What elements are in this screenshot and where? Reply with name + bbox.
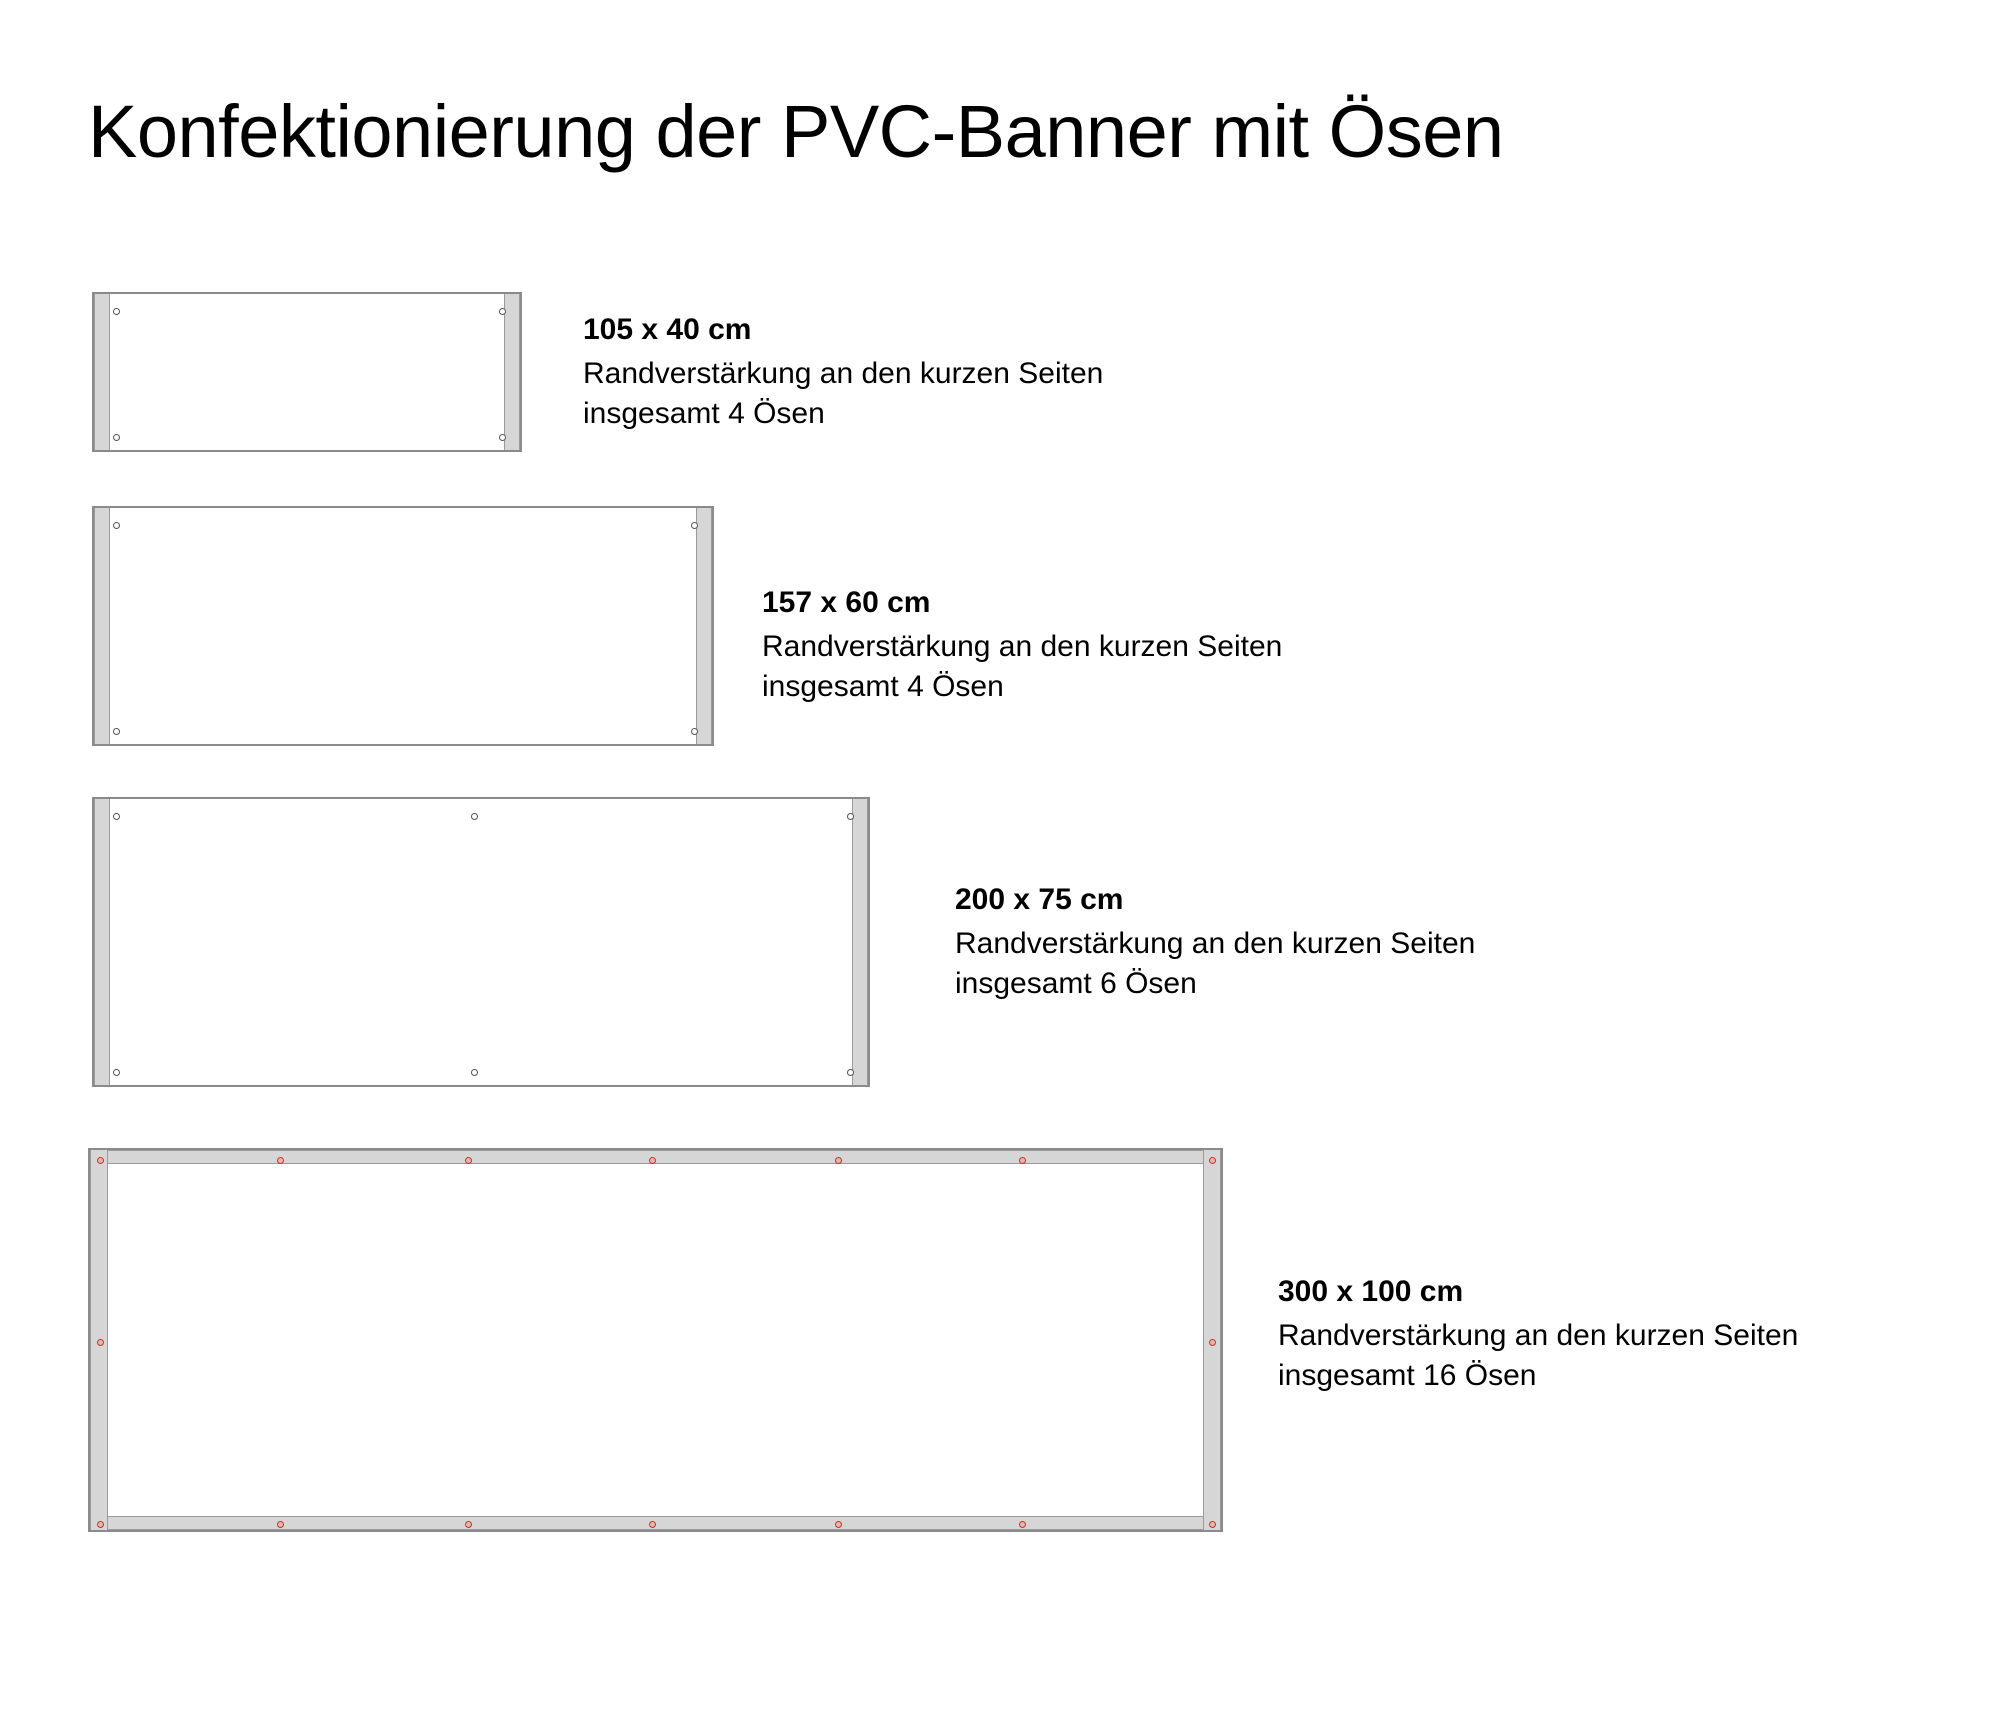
- eyelet: [691, 728, 698, 735]
- reinforcement-strip-left: [94, 508, 110, 744]
- hem-strip-bottom: [90, 1516, 1221, 1530]
- reinforcement-strip-right: [696, 508, 712, 744]
- eyelet: [835, 1157, 842, 1164]
- banner-eyelet-text: insgesamt 16 Ösen: [1278, 1358, 1537, 1392]
- eyelet: [847, 1069, 854, 1076]
- eyelet: [1209, 1339, 1216, 1346]
- eyelet: [649, 1521, 656, 1528]
- eyelet: [97, 1521, 104, 1528]
- banner-diagram-105x40: [92, 292, 522, 452]
- eyelet: [113, 522, 120, 529]
- banner-eyelet-text: insgesamt 6 Ösen: [955, 966, 1197, 1000]
- reinforcement-strip-right: [504, 294, 520, 450]
- banner-reinforcement-text: Randverstärkung an den kurzen Seiten: [1278, 1318, 1799, 1352]
- banner-diagram-157x60: [92, 506, 714, 746]
- eyelet: [465, 1521, 472, 1528]
- eyelet: [649, 1157, 656, 1164]
- eyelet: [465, 1157, 472, 1164]
- banner-size-label: 200 x 75 cm: [955, 883, 1124, 916]
- banner-diagram-200x75: [92, 797, 870, 1087]
- eyelet: [471, 813, 478, 820]
- eyelet: [691, 522, 698, 529]
- banner-diagram-300x100: [88, 1148, 1223, 1532]
- banner-eyelet-text: insgesamt 4 Ösen: [762, 669, 1004, 703]
- eyelet: [97, 1157, 104, 1164]
- eyelet: [847, 813, 854, 820]
- eyelet: [1019, 1157, 1026, 1164]
- banner-size-label: 105 x 40 cm: [583, 313, 752, 346]
- eyelet: [113, 728, 120, 735]
- eyelet: [1209, 1521, 1216, 1528]
- eyelet: [835, 1521, 842, 1528]
- eyelet: [277, 1521, 284, 1528]
- eyelet: [499, 434, 506, 441]
- eyelet: [113, 308, 120, 315]
- banner-caption-157x60: [762, 583, 1282, 707]
- eyelet: [113, 813, 120, 820]
- reinforcement-strip-right: [852, 799, 868, 1085]
- page-title: Konfektionierung der PVC-Banner mit Ösen: [88, 90, 1504, 173]
- eyelet: [1209, 1157, 1216, 1164]
- banner-reinforcement-text: Randverstärkung an den kurzen Seiten: [583, 356, 1104, 390]
- eyelet: [499, 308, 506, 315]
- eyelet: [277, 1157, 284, 1164]
- banner-size-label: 157 x 60 cm: [762, 586, 931, 619]
- hem-strip-top: [90, 1150, 1221, 1164]
- banner-caption-105x40: [583, 310, 1103, 434]
- reinforcement-strip-left: [94, 294, 110, 450]
- eyelet: [113, 1069, 120, 1076]
- eyelet: [471, 1069, 478, 1076]
- eyelet: [97, 1339, 104, 1346]
- eyelet: [113, 434, 120, 441]
- banner-reinforcement-text: Randverstärkung an den kurzen Seiten: [762, 629, 1283, 663]
- banner-eyelet-text: insgesamt 4 Ösen: [583, 396, 825, 430]
- banner-reinforcement-text: Randverstärkung an den kurzen Seiten: [955, 926, 1476, 960]
- reinforcement-strip-left: [94, 799, 110, 1085]
- banner-size-label: 300 x 100 cm: [1278, 1275, 1464, 1308]
- banner-caption-200x75: [955, 880, 1475, 1004]
- eyelet: [1019, 1521, 1026, 1528]
- banner-caption-300x100: [1278, 1272, 1798, 1396]
